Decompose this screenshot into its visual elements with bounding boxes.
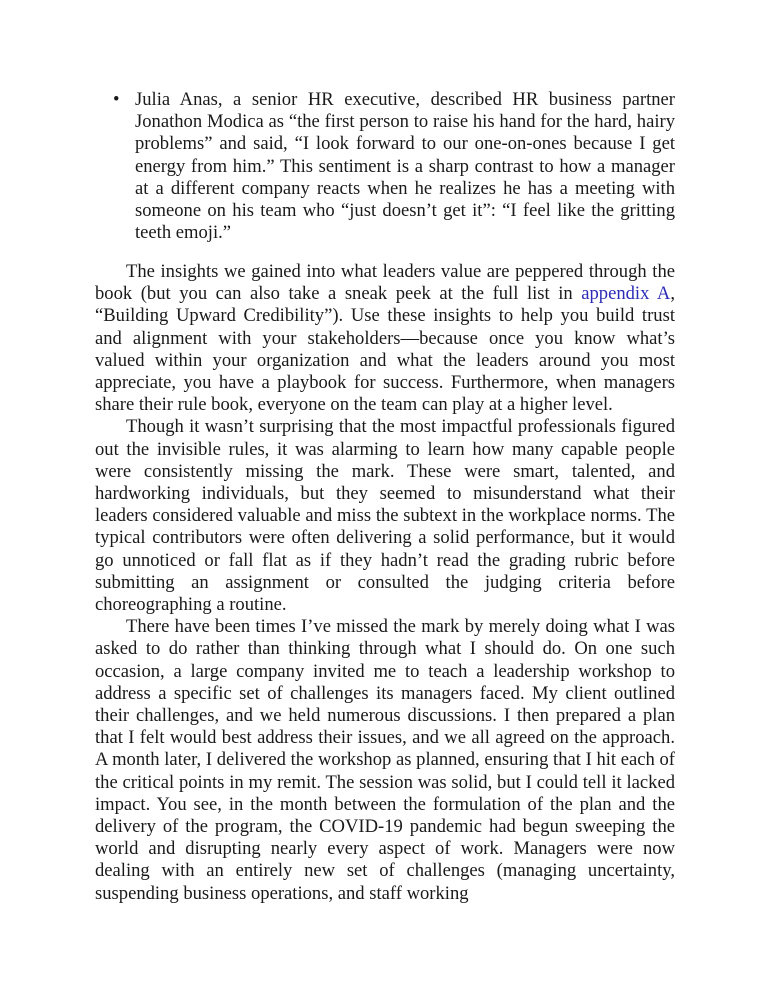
paragraph-invisible-rules: Though it wasn’t surprising that the most impactful professionals figured out the invisible rules, it was alarming to learn how many capable people were consistently missing the mark. These were smart, talented, and hardworking individuals, but they seemed to misunderstand what their leaders considered valuable and miss the subtext in the workplace norms. The typical contributors were often delivering a solid performance, but it would go unnoticed or fall flat as if they hadn’t read the grading rubric before submitting an assignment or consulted the judging criteria before choreographing a routine. (95, 416, 675, 616)
bullet-marker: • (113, 89, 120, 110)
paragraph-insights-end: , “Building Upward Credibility”). Use these insights to help you build trust and alignment with your stakeholders—because once you know what’s valued within your organization and what the leaders around you most appreciate, you have a playbook for success. Furthermore, when managers share their rule book, everyone on the team can play at a higher level. (95, 283, 675, 416)
paragraph-missed-mark: There have been times I’ve missed the mark by merely doing what I was asked to do rather than thinking through what I should do. On one such occasion, a large company invited me to teach a leadership workshop to address a specific set of challenges its managers faced. My client outlined their challenges, and we held numerous discussions. I then prepared a plan that I felt would best address their issues, and we all agreed on the approach. A month later, I delivered the workshop as planned, ensuring that I hit each of the critical points in my remit. The session was solid, but I could tell it lacked impact. You see, in the month between the formulation of the plan and the delivery of the program, the COVID-19 pandemic had begun sweeping the world and disrupting nearly every aspect of work. Managers were now dealing with an entirely new set of challenges (managing uncertainty, suspending business operations, and staff working (95, 616, 675, 904)
bullet-text: Julia Anas, a senior HR executive, described HR business partner Jonathon Modica as “the first person to raise his hand for the hard, hairy problems” and said, “I look forward to our one-on-ones because I get energy from him.” This sentiment is a sharp contrast to how a manager at a different company reacts when he realizes he has a meeting with someone on his team who “just doesn’t get it”: “I feel like the gritting teeth emoji.” (135, 89, 675, 244)
paragraph-insights (95, 261, 675, 416)
appendix-a-link[interactable]: appendix A (581, 283, 671, 305)
body-text (95, 261, 675, 905)
paragraph-insights-start: The insights we gained into what leaders value are peppered through the book (but you can also take a sneak peek at the full list in (95, 261, 675, 305)
